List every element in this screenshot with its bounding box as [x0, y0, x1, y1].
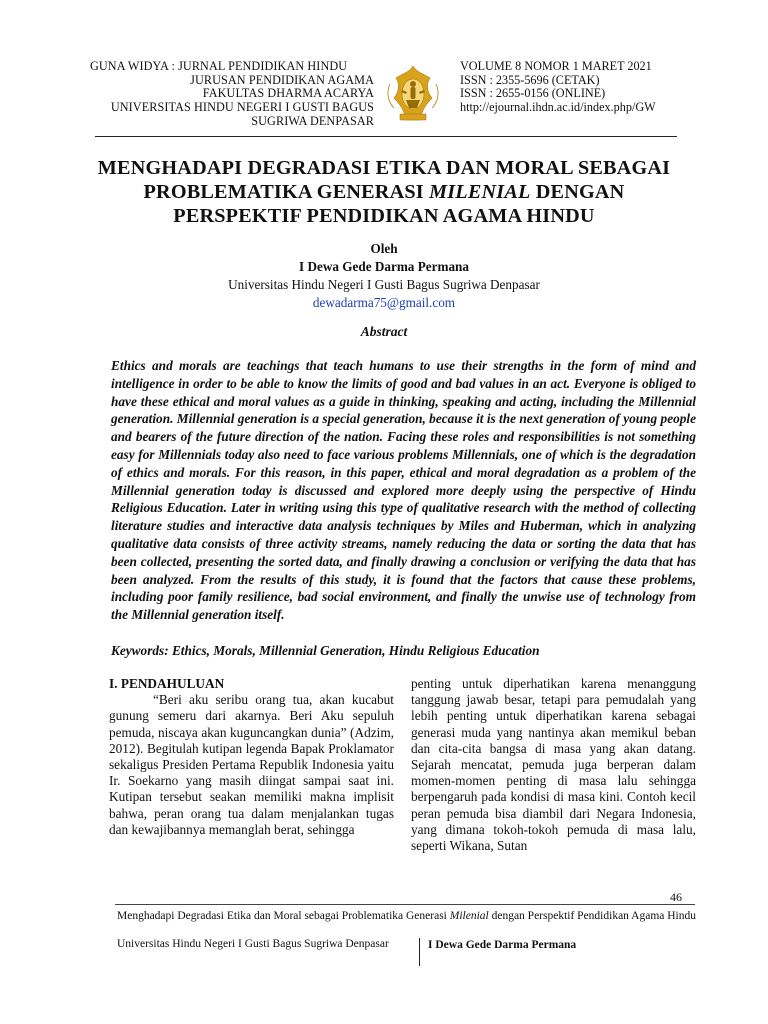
footer-author: I Dewa Gede Darma Permana: [428, 939, 577, 951]
journal-header: [90, 60, 678, 136]
volume-info: VOLUME 8 NOMOR 1 MARET 2021: [460, 59, 652, 73]
title-line3: PERSPEKTIF PENDIDIKAN AGAMA HINDU: [173, 205, 595, 227]
journal-info-right: [460, 60, 656, 115]
by-label: Oleh: [370, 241, 398, 256]
section-heading: I. PENDAHULUAN: [109, 676, 225, 691]
footer-separator: [419, 938, 420, 966]
footer-title-italic: Milenial: [449, 910, 489, 922]
body-column-right: [411, 676, 696, 854]
footer-title-part1: Menghadapi Degradasi Etika dan Moral sebagai Problematika Generasi: [117, 910, 450, 922]
journal-info-left: [90, 60, 374, 129]
keywords: Keywords: Ethics, Morals, Millennial Generation, Hindu Religious Education: [111, 643, 540, 658]
title-line1: MENGHADAPI DEGRADASI ETIKA DAN MORAL SEBAGAI: [97, 157, 671, 179]
university-line1: UNIVERSITAS HINDU NEGERI I GUSTI BAGUS: [110, 100, 374, 115]
footer-title: [117, 910, 702, 924]
issn-online: ISSN : 2655-0156 (ONLINE): [460, 86, 606, 101]
title-line2-part3: DENGAN: [530, 181, 625, 203]
department: JURUSAN PENDIDIKAN AGAMA: [190, 72, 374, 87]
paper-title: [60, 156, 708, 228]
author-name: I Dewa Gede Darma Permana: [299, 259, 469, 274]
university-line2: SUGRIWA DENPASAR: [251, 113, 374, 128]
author-block: [0, 240, 768, 312]
issn-print: ISSN : 2355-5696 (CETAK): [460, 72, 600, 87]
journal-url: http://ejournal.ihdn.ac.id/index.php/GW: [460, 100, 656, 115]
footer-university: Universitas Hindu Negeri I Gusti Bagus Sugriwa Denpasar: [117, 938, 389, 950]
title-line2-part1: PROBLEMATIKA GENERASI: [143, 181, 430, 203]
author-email[interactable]: dewadarma75@gmail.com: [312, 295, 456, 310]
abstract-body: [111, 357, 696, 624]
title-line2-italic: MILENIAL: [429, 181, 531, 203]
author-affiliation: Universitas Hindu Negeri I Gusti Bagus Sugriwa Denpasar: [228, 277, 540, 292]
title-line2: [60, 180, 708, 204]
footer-divider: [115, 904, 695, 905]
header-divider: [95, 136, 677, 137]
university-seal-icon: [380, 64, 446, 124]
body-column-left: [109, 676, 394, 838]
body-paragraph-right: penting untuk diperhatikan karena menanggung tanggung jawab besar, tetapi para pemudalah yang lebih penting untuk diperhatikan karena sebagai generasi muda yang nantinya akan memikul beban dan cita-cita bangsa di masa yang akan datang. Sejarah mencatat, pemuda juga berperan dalam momen-momen penting di masa lalu sehingga berpengaruh pada kondisi di masa kini. Contoh kecil peran pemuda bisa diambil dari Negara Indonesia, yang dimana tokoh-tokoh pemuda di masa lalu, seperti Wikana, Sutan: [411, 676, 696, 854]
abstract-heading: Abstract: [360, 324, 408, 339]
page-number: 46: [670, 890, 682, 904]
faculty: FAKULTAS DHARMA ACARYA: [202, 86, 374, 101]
body-paragraph-left: “Beri aku seribu orang tua, akan kucabut gunung semeru dari akarnya. Beri Aku sepuluh pemuda, niscaya akan kuguncangkan dunia” (Adzim, 2012). Begitulah kutipan legenda Bapak Proklamator sekaligus Presiden Pertama Republik Indonesia yaitu Ir. Soekarno yang masih diingat sampai saat ini. Kutipan tersebut seakan memiliki makna implisit bahwa, peran orang tua dalam menjalankan tugas dan kewajibannya memanglah berat, sehingga: [109, 692, 394, 837]
footer-title-part3: dengan Perspektif Pendidikan Agama Hindu: [488, 910, 696, 922]
journal-name: GUNA WIDYA : JURNAL PENDIDIKAN HINDU: [90, 59, 348, 73]
abstract-text: Ethics and morals are teachings that teach humans to use their strengths in the form of mind and intelligence in order to be able to know the limits of good and bad values in an act. Everyone is obliged to have these ethical and moral values as a guide in thinking, speaking and acting, including the Millennial generation. Millennial generation is a special generation, because it is the next generation of young people and bearers of the future direction of the nation. Facing these roles and responsibilities is not something easy for Millennials today also need to face various problems Millennials, one of which is the degradation of ethics and morals. For this reason, in this paper, ethical and moral degradation as a problem of the Millennial generation today is discussed and explored more deeply using the perspective of Hindu Religious Education. Later in writing using this type of qualitative research with the method of collecting literature studies and interactive data analysis techniques by Miles and Huberman, which in analyzing qualitative data consists of three activity streams, namely reducing the data or sorting the data that has been collected, presenting the sorted data, and finally drawing a conclusion or verifying the data that has been analyzed. From the results of this study, it is found that the factors that cause these problems, including poor family resilience, bad social environment, and finally the unwise use of technology from the Millennial generation itself.: [111, 358, 696, 623]
